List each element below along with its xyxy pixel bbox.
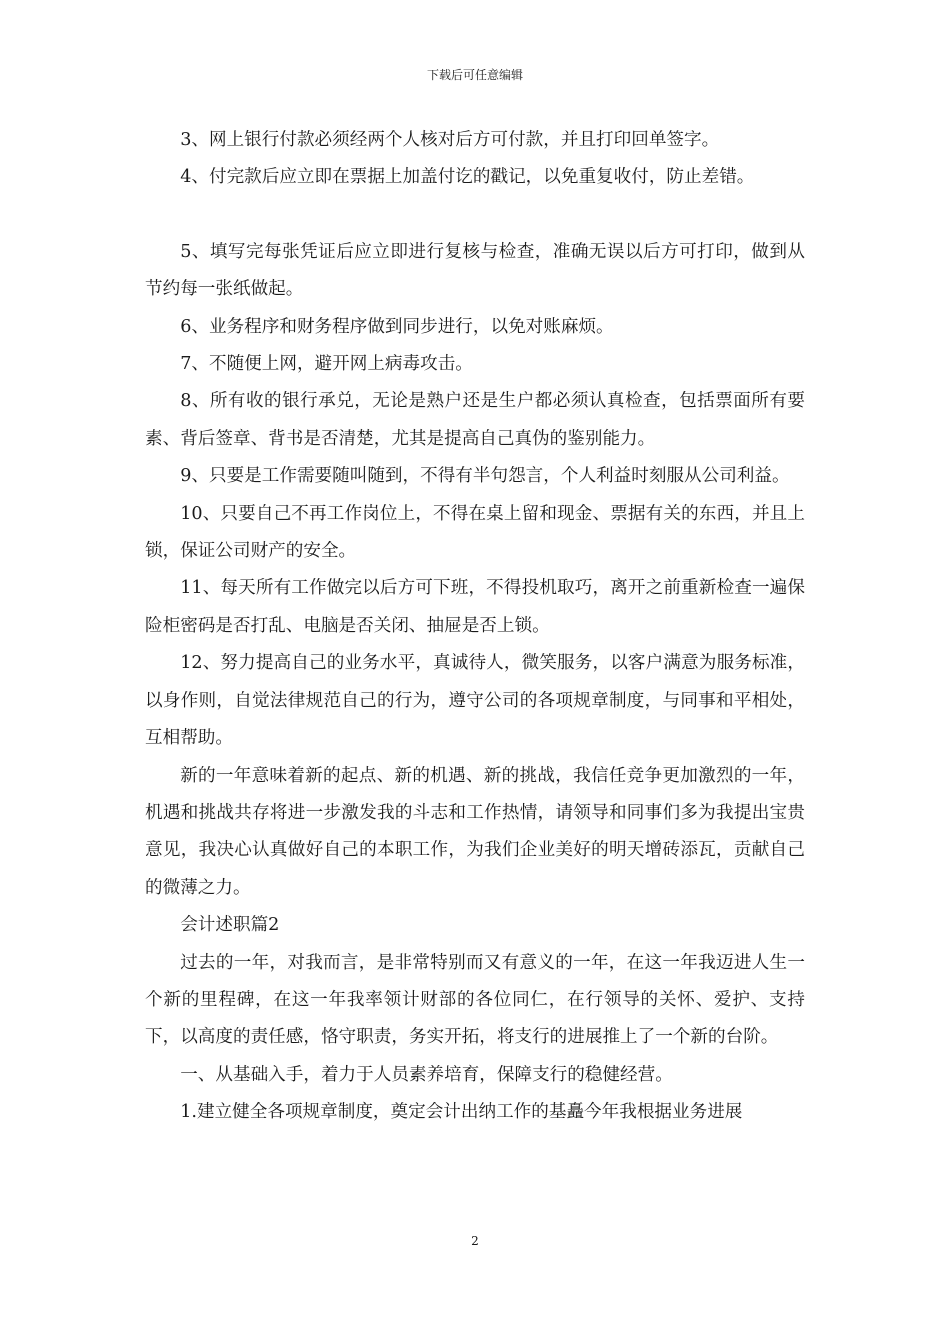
page-number: 2 xyxy=(471,1234,479,1248)
paragraph-item-3: 3、网上银行付款必须经两个人核对后方可付款，并且打印回单签字。 xyxy=(180,130,720,150)
paragraph-item-12: 12、努力提高自己的业务水平，真诚待人，微笑服务，以客户满意为服务标准，以身作则，自觉法律规范自己的行为，遵守公司的各项规章制度，与同事和平相处，互相帮助。 xyxy=(145,653,805,749)
paragraph-item-10: 10、只要自己不再工作岗位上，不得在桌上留和现金、票据有关的东西，并且上锁，保证公司财产的安全。 xyxy=(145,503,805,562)
paragraph-gap xyxy=(145,197,805,234)
paragraph-item-11: 11、每天所有工作做完以后方可下班，不得投机取巧，离开之前重新检查一遍保险柜密码是否打乱、电脑是否关闭、抽屉是否上锁。 xyxy=(145,578,805,636)
page-header: 下载后可任意编辑 xyxy=(426,68,523,82)
section-heading: 会计述职篇2 xyxy=(180,915,280,936)
document-body xyxy=(145,122,805,1132)
paragraph-item-7: 7、不随便上网，避开网上病毒攻击。 xyxy=(180,354,473,375)
paragraph-item-6: 6、业务程序和财务程序做到同步进行，以免对账麻烦。 xyxy=(180,316,614,337)
paragraph-item-8: 8、所有收的银行承兑，无论是熟户还是生户都必须认真检查，包括票面所有要素、背后签章、背书是否清楚，尤其是提高自己真伪的鉴别能力。 xyxy=(145,391,805,449)
paragraph-item-5: 5、填写完每张凭证后应立即进行复核与检查，准确无误以后方可打印，做到从节约每一张纸做起。 xyxy=(145,241,805,300)
paragraph-intro: 过去的一年，对我而言，是非常特别而又有意义的一年，在这一年我迈进人生一个新的里程碑，在这一年我率领计财部的各位同仁，在行领导的关怀、爱护、支持下，以高度的责任感，恪守职责，务实开拓，将支行的进展推上了一个新的台阶。 xyxy=(145,952,805,1048)
paragraph-item-9: 9、只要是工作需要随叫随到，不得有半句怨言，个人利益时刻服从公司利益。 xyxy=(180,466,790,487)
paragraph-closing: 新的一年意味着新的起点、新的机遇、新的挑战，我信任竞争更加激烈的一年，机遇和挑战共存将进一步激发我的斗志和工作热情，请领导和同事们多为我提出宝贵意见，我决心认真做好自己的本职工作，为我们企业美好的明天增砖添瓦，贡献自己的微薄之力。 xyxy=(145,765,805,898)
subsection-heading: 一、从基础入手，着力于人员素养培育，保障支行的稳健经营。 xyxy=(180,1064,673,1085)
paragraph-item-4: 4、付完款后应立即在票据上加盖付讫的戳记，以免重复收付，防止差错。 xyxy=(180,167,755,188)
paragraph-item-1-1: 1.建立健全各项规章制度，奠定会计出纳工作的基矗今年我根据业务进展 xyxy=(180,1102,743,1123)
